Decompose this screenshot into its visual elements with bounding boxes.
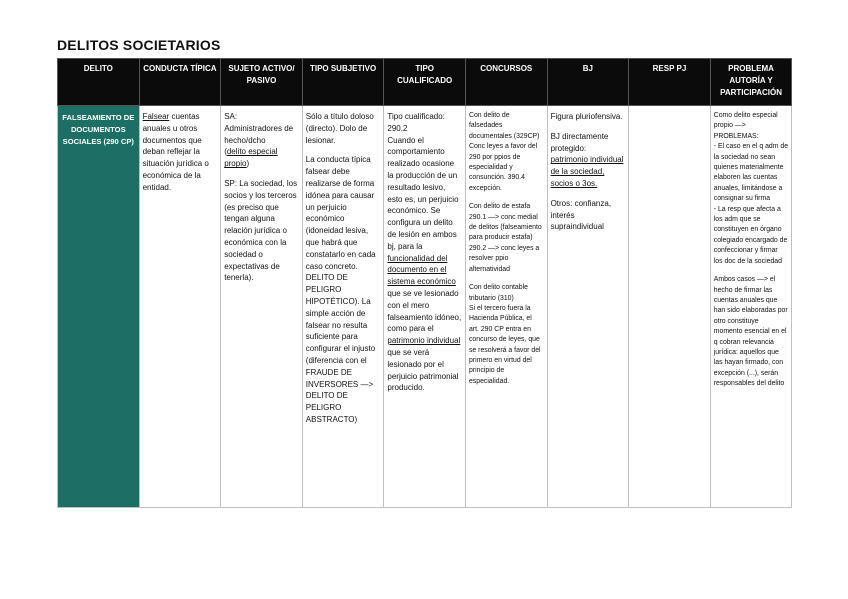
cell-problema-autoria bbox=[710, 106, 792, 508]
subjetivo-p1: Sólo a título doloso (directo). Dolo de lesionar. bbox=[305, 112, 374, 145]
bj-p2 bbox=[551, 131, 626, 190]
cell-conducta-tipica bbox=[139, 106, 221, 508]
header-delito: DELITO bbox=[58, 59, 140, 106]
header-concursos: CONCURSOS bbox=[465, 59, 547, 106]
cualificado-text bbox=[387, 111, 462, 394]
bj-p1: Figura pluriofensiva. bbox=[550, 112, 623, 121]
cualificado-mid: que se ve lesionado con el mero falseamiento idóneo, como para el bbox=[387, 288, 462, 334]
conducta-underlined: Falsear bbox=[142, 112, 170, 121]
sujeto-pasivo: SP: La sociedad, los socios y los terceros (es preciso que tengan alguna relación jurídica o económica con la sociedad o expectativas de tenerla). bbox=[224, 178, 298, 283]
header-sujeto: SUJETO ACTIVO/ PASIVO bbox=[221, 59, 303, 106]
cell-bj bbox=[547, 106, 629, 508]
problema-p2: Ambos casos —> el hecho de firmar las cuentas anuales que han sido elaboradas por otro constituye momento esencial en el q cobran relevancia jurídica: aquellos que las hayan firmado, con excepción (...), serán responsables del delito bbox=[713, 276, 788, 388]
concurso-falsedades: Con delito de falsedades documentales (329CP) Conc leyes a favor del 290 por ppios de especialidad y consunción. 390.4 excepción. bbox=[468, 112, 540, 192]
cualificado-underlined-1: funcionalidad del documento en el sistema económico bbox=[387, 253, 456, 287]
sujeto-activo-text: SA: Administradores de hecho/dcho ( bbox=[224, 112, 294, 157]
sujeto-activo bbox=[224, 111, 299, 170]
conducta-text: cuentas anuales u otros documentos que deban reflejar la situación jurídica o económica de la entidad. bbox=[142, 112, 209, 192]
cell-tipo-cualificado bbox=[384, 106, 466, 508]
concurso-contable: Con delito contable tributario (310) Si el tercero fuera la Hacienda Pública, el art. 290 CP entra en concurso de leyes, que se resolverá a favor del primero en virtud del principio de especialidad. bbox=[468, 284, 541, 385]
cualificado-post: que se verá lesionado por el perjuicio patrimonial producido. bbox=[387, 347, 459, 393]
header-bj: BJ bbox=[547, 59, 629, 106]
cualificado-pre: Tipo cualificado: 290.2 Cuando el comportamiento realizado ocasione la producción de un resultado lesivo, esto es, un perjuicio económico. Se configura un delito de lesión en ambos bj, para la bbox=[387, 112, 459, 251]
problema-p1: Como delito especial propio —> PROBLEMAS: - El caso en el q adm de la sociedad no sean quienes materialmente elaboren las cuentas anuales, limitándose a consignar su firma - La resp que afecta a los adm que se constituyen en órgano colegiado encargado de confeccionar y firmar los doc de la sociedad bbox=[713, 112, 789, 265]
sujeto-activo-underlined: delito especial propio bbox=[224, 147, 278, 169]
bj-p3: Otros: confianza, interés supraindividual bbox=[550, 198, 612, 232]
cell-sujeto bbox=[221, 106, 303, 508]
cell-tipo-subjetivo bbox=[302, 106, 384, 508]
table-row bbox=[58, 106, 792, 508]
subjetivo-p2: La conducta típica falsear debe realizarse de forma idónea para causar un perjuicio económico (idoneidad lesiva, que habrá que constatarlo en cada caso concreto. DELITO DE PELIGRO HIPOTÉTICO). La simple acción de falsear no resulta suficiente para configurar el injusto (diferencia con el FRAUDE DE INVERSORES —> DELITO DE PELIGRO ABSTRACTO) bbox=[305, 155, 376, 424]
crimes-table bbox=[57, 58, 792, 508]
concurso-estafa: Con delito de estafa 290.1 —> conc medial de delitos (falseamiento para producir estafa) 290.2 —> conc leyes a resolver ppio alternatividad bbox=[468, 203, 542, 273]
header-problema-autoria: PROBLEMA AUTORÍA Y PARTICIPACIÓN bbox=[710, 59, 792, 106]
cualificado-underlined-2: patrimonio individual bbox=[387, 336, 461, 346]
bj-p2-text: BJ directamente protegido: bbox=[550, 131, 609, 153]
cell-resp-pj bbox=[629, 106, 711, 508]
table-header-row bbox=[58, 59, 792, 106]
document-title: DELITOS SOCIETARIOS bbox=[57, 37, 221, 53]
cell-concursos bbox=[465, 106, 547, 508]
sujeto-activo-close: ) bbox=[246, 159, 250, 169]
cell-delito: FALSEAMIENTO DE DOCUMENTOS SOCIALES (290 CP) bbox=[58, 106, 140, 508]
header-resp-pj: RESP PJ bbox=[629, 59, 711, 106]
header-tipo-subjetivo: TIPO SUBJETIVO bbox=[302, 59, 384, 106]
header-conducta-tipica: CONDUCTA TÍPICA bbox=[139, 59, 221, 106]
header-tipo-cualificado: TIPO CUALIFICADO bbox=[384, 59, 466, 106]
bj-p2-underlined: patrimonio individual de la sociedad, socios o 3os. bbox=[550, 155, 624, 188]
